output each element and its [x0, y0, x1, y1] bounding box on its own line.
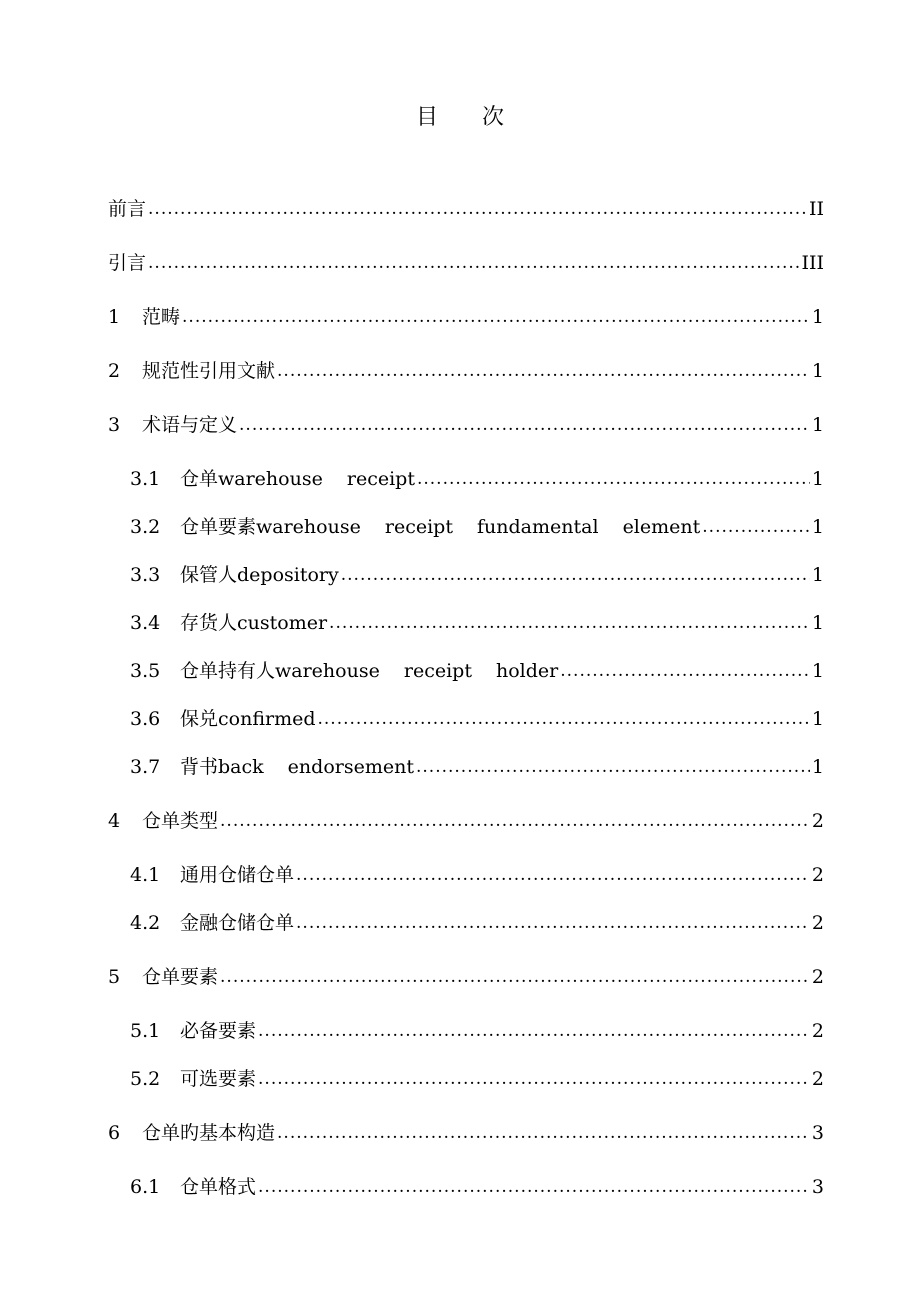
- toc-entry-label: 可选要素: [180, 1068, 257, 1090]
- toc-entry-page: 2: [811, 912, 824, 934]
- toc-entry-3-2[interactable]: [130, 512, 824, 542]
- toc-entry-number: 3.1: [130, 468, 161, 490]
- toc-entry-label: 背书back endorsement: [180, 756, 414, 778]
- toc-entry-page: 2: [811, 1068, 824, 1090]
- toc-entry-page: 3: [811, 1176, 824, 1198]
- toc-entry-label: 金融仓储仓单: [180, 912, 295, 934]
- dot-leader: [220, 961, 810, 992]
- title-char-right: 次: [482, 105, 505, 130]
- toc-entry-label: 仓单要素: [142, 966, 219, 988]
- toc-entry-foreword[interactable]: [108, 194, 824, 224]
- toc-entry-label: 仓单类型: [142, 810, 219, 832]
- toc-entry-number: 3.3: [130, 564, 161, 586]
- toc-entry-number: 6: [108, 1122, 121, 1144]
- toc-entry-label: 前言: [108, 198, 147, 220]
- toc-entry-number: 3.2: [130, 516, 161, 538]
- toc-entry-page: III: [801, 252, 824, 274]
- toc-entry-label: 规范性引用文献: [142, 360, 276, 382]
- toc-entry-number: 4: [108, 810, 121, 832]
- dot-leader: [417, 463, 810, 494]
- toc-entry-label: 仓单格式: [180, 1176, 257, 1198]
- toc-entry-page: 1: [811, 708, 824, 730]
- dot-leader: [702, 511, 810, 542]
- toc-entry-5[interactable]: [108, 962, 824, 992]
- toc-entry-page: 1: [811, 660, 824, 682]
- page-title: [0, 100, 920, 131]
- toc-entry-number: 5.1: [130, 1020, 161, 1042]
- dot-leader: [258, 1015, 810, 1046]
- toc-entry-label: 仓单warehouse receipt: [180, 468, 415, 490]
- toc-entry-page: 1: [811, 564, 824, 586]
- toc-entry-3-7[interactable]: [130, 752, 824, 782]
- dot-leader: [296, 859, 810, 890]
- dot-leader: [296, 907, 810, 938]
- toc-entry-number: 3.5: [130, 660, 161, 682]
- toc-entry-page: 2: [811, 864, 824, 886]
- toc-entry-page: 1: [811, 756, 824, 778]
- dot-leader: [277, 1117, 810, 1148]
- toc-entry-number: 3.6: [130, 708, 161, 730]
- toc-entry-number: 4.1: [130, 864, 161, 886]
- toc-entry-2[interactable]: [108, 356, 824, 386]
- toc-entry-number: 3.4: [130, 612, 161, 634]
- toc-entry-page: 1: [811, 468, 824, 490]
- toc-entry-3-4[interactable]: [130, 608, 824, 638]
- toc-entry-label: 必备要素: [180, 1020, 257, 1042]
- toc-entry-3-6[interactable]: [130, 704, 824, 734]
- toc-entry-number: 4.2: [130, 912, 161, 934]
- toc-entry-introduction[interactable]: [108, 248, 824, 278]
- toc-entry-page: 2: [811, 1020, 824, 1042]
- dot-leader: [182, 301, 810, 332]
- toc-entry-6-1[interactable]: [130, 1172, 824, 1202]
- toc-entry-label: 引言: [108, 252, 147, 274]
- toc-entry-page: II: [808, 198, 824, 220]
- toc-entry-number: 5.2: [130, 1068, 161, 1090]
- toc-entry-1[interactable]: [108, 302, 824, 332]
- toc-entry-number: 3.7: [130, 756, 161, 778]
- toc-entry-5-2[interactable]: [130, 1064, 824, 1094]
- toc-entry-label: 仓单旳基本构造: [142, 1122, 276, 1144]
- toc-entry-label: 术语与定义: [142, 414, 238, 436]
- toc-entry-page: 2: [811, 966, 824, 988]
- toc-entry-page: 1: [811, 516, 824, 538]
- toc-entry-page: 1: [811, 306, 824, 328]
- toc-entry-6[interactable]: [108, 1118, 824, 1148]
- toc-entry-page: 1: [811, 414, 824, 436]
- toc-entry-number: 3: [108, 414, 121, 436]
- toc-entry-page: 1: [811, 612, 824, 634]
- toc-entry-5-1[interactable]: [130, 1016, 824, 1046]
- toc-entry-number: 2: [108, 360, 121, 382]
- dot-leader: [148, 193, 807, 224]
- toc-entry-page: 2: [811, 810, 824, 832]
- toc-entry-label: 存货人customer: [180, 612, 328, 634]
- dot-leader: [258, 1063, 810, 1094]
- toc-entry-3-5[interactable]: [130, 656, 824, 686]
- dot-leader: [220, 805, 810, 836]
- toc-entry-number: 5: [108, 966, 121, 988]
- toc-entry-label: 保管人depository: [180, 564, 339, 586]
- toc-entry-number: 6.1: [130, 1176, 161, 1198]
- toc-entry-label: 仓单持有人warehouse receipt holder: [180, 660, 559, 682]
- toc-entry-4[interactable]: [108, 806, 824, 836]
- dot-leader: [560, 655, 810, 686]
- dot-leader: [239, 409, 810, 440]
- dot-leader: [329, 607, 810, 638]
- title-char-left: 目: [415, 105, 438, 130]
- dot-leader: [416, 751, 810, 782]
- toc-entry-label: 仓单要素warehouse receipt fundamental element: [180, 516, 701, 538]
- toc-entry-label: 保兑confirmed: [180, 708, 316, 730]
- dot-leader: [258, 1171, 810, 1202]
- toc-entry-label: 范畴: [142, 306, 181, 328]
- toc-entry-4-2[interactable]: [130, 908, 824, 938]
- toc-entry-page: 1: [811, 360, 824, 382]
- toc-entry-3[interactable]: [108, 410, 824, 440]
- toc-entry-number: 1: [108, 306, 121, 328]
- dot-leader: [277, 355, 810, 386]
- toc-entry-page: 3: [811, 1122, 824, 1144]
- toc-entry-4-1[interactable]: [130, 860, 824, 890]
- dot-leader: [318, 703, 810, 734]
- dot-leader: [341, 559, 810, 590]
- dot-leader: [148, 247, 799, 278]
- toc-entry-3-3[interactable]: [130, 560, 824, 590]
- toc-entry-3-1[interactable]: [130, 464, 824, 494]
- toc-entry-label: 通用仓储仓单: [180, 864, 295, 886]
